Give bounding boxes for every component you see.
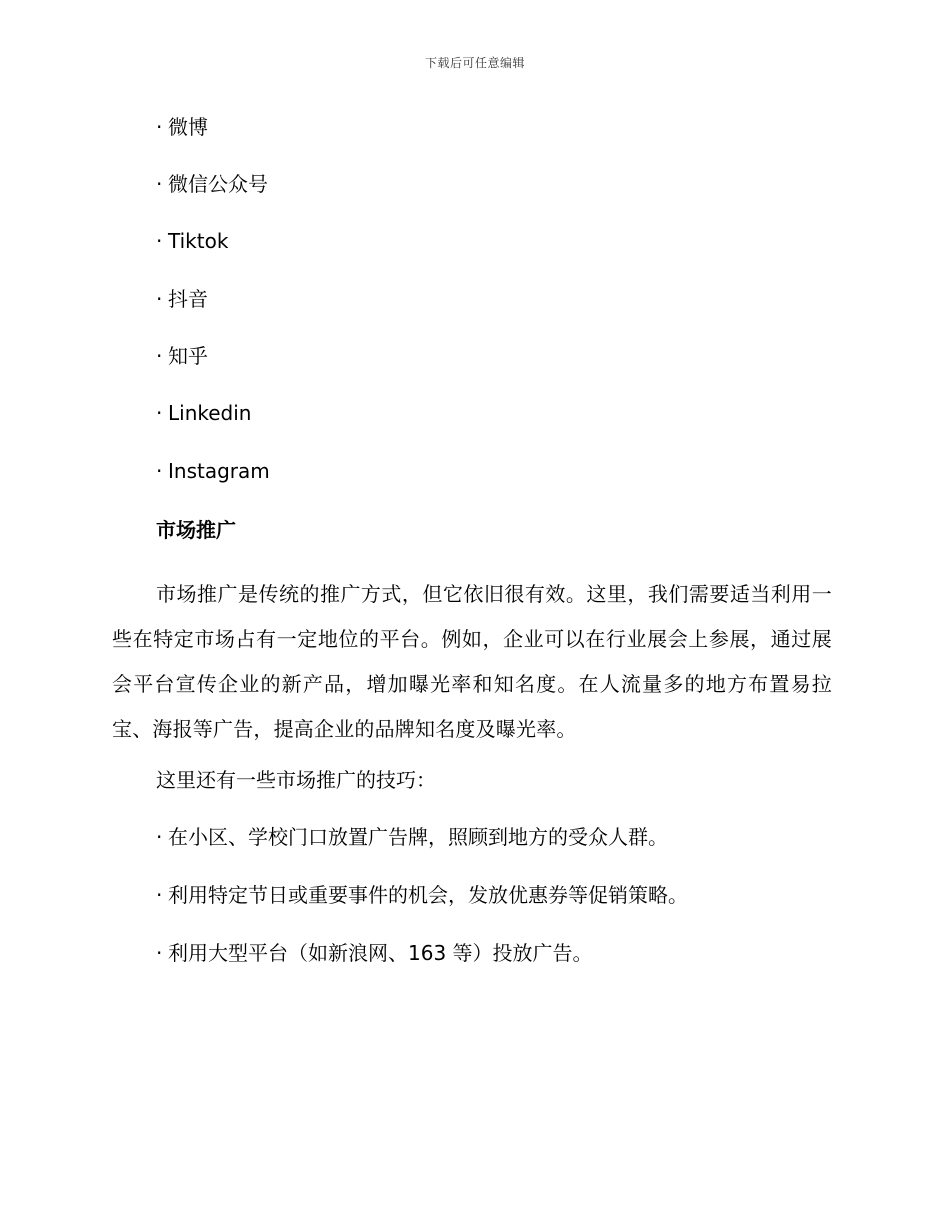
bullet-icon: · bbox=[156, 825, 163, 849]
section-heading: 市场推广 bbox=[156, 518, 236, 542]
bullet-icon: · bbox=[156, 115, 163, 139]
list-item bbox=[156, 880, 688, 910]
list-item-text: Instagram bbox=[168, 459, 270, 483]
list-item bbox=[156, 169, 268, 199]
bullet-icon: · bbox=[156, 229, 163, 253]
list-item-text: Tiktok bbox=[168, 229, 229, 253]
list-item-text: 微信公众号 bbox=[168, 172, 268, 196]
list-item bbox=[156, 341, 208, 371]
list-item-text: Linkedin bbox=[168, 401, 252, 425]
bullet-icon: · bbox=[156, 287, 163, 311]
list-item-text: 在小区、学校门口放置广告牌，照顾到地方的受众人群。 bbox=[168, 825, 668, 849]
list-item bbox=[156, 398, 251, 428]
bullet-icon: · bbox=[156, 459, 163, 483]
list-item-text: 知乎 bbox=[168, 344, 208, 368]
tips-intro: 这里还有一些市场推广的技巧： bbox=[156, 768, 436, 792]
bullet-icon: · bbox=[156, 172, 163, 196]
bullet-icon: · bbox=[156, 883, 163, 907]
body-paragraph: 市场推广是传统的推广方式，但它依旧很有效。这里，我们需要适当利用一些在特定市场占有一定地位的平台。例如，企业可以在行业展会上参展，通过展会平台宣传企业的新产品，增加曝光率和知名度。在人流量多的地方布置易拉宝、海报等广告，提高企业的品牌知名度及曝光率。 bbox=[112, 582, 832, 741]
list-item-text: 利用大型平台（如新浪网、163 等）投放广告。 bbox=[168, 941, 593, 965]
bullet-icon: · bbox=[156, 401, 163, 425]
list-item bbox=[156, 456, 270, 486]
bullet-icon: · bbox=[156, 344, 163, 368]
list-item bbox=[156, 226, 228, 256]
list-item bbox=[156, 284, 208, 314]
list-item-text: 抖音 bbox=[168, 287, 208, 311]
list-item-text: 微博 bbox=[168, 115, 208, 139]
list-item bbox=[156, 822, 668, 852]
bullet-icon: · bbox=[156, 941, 163, 965]
list-item bbox=[156, 938, 593, 968]
page-header: 下载后可任意编辑 bbox=[424, 56, 525, 70]
list-item-text: 利用特定节日或重要事件的机会，发放优惠券等促销策略。 bbox=[168, 883, 688, 907]
list-item bbox=[156, 112, 208, 142]
